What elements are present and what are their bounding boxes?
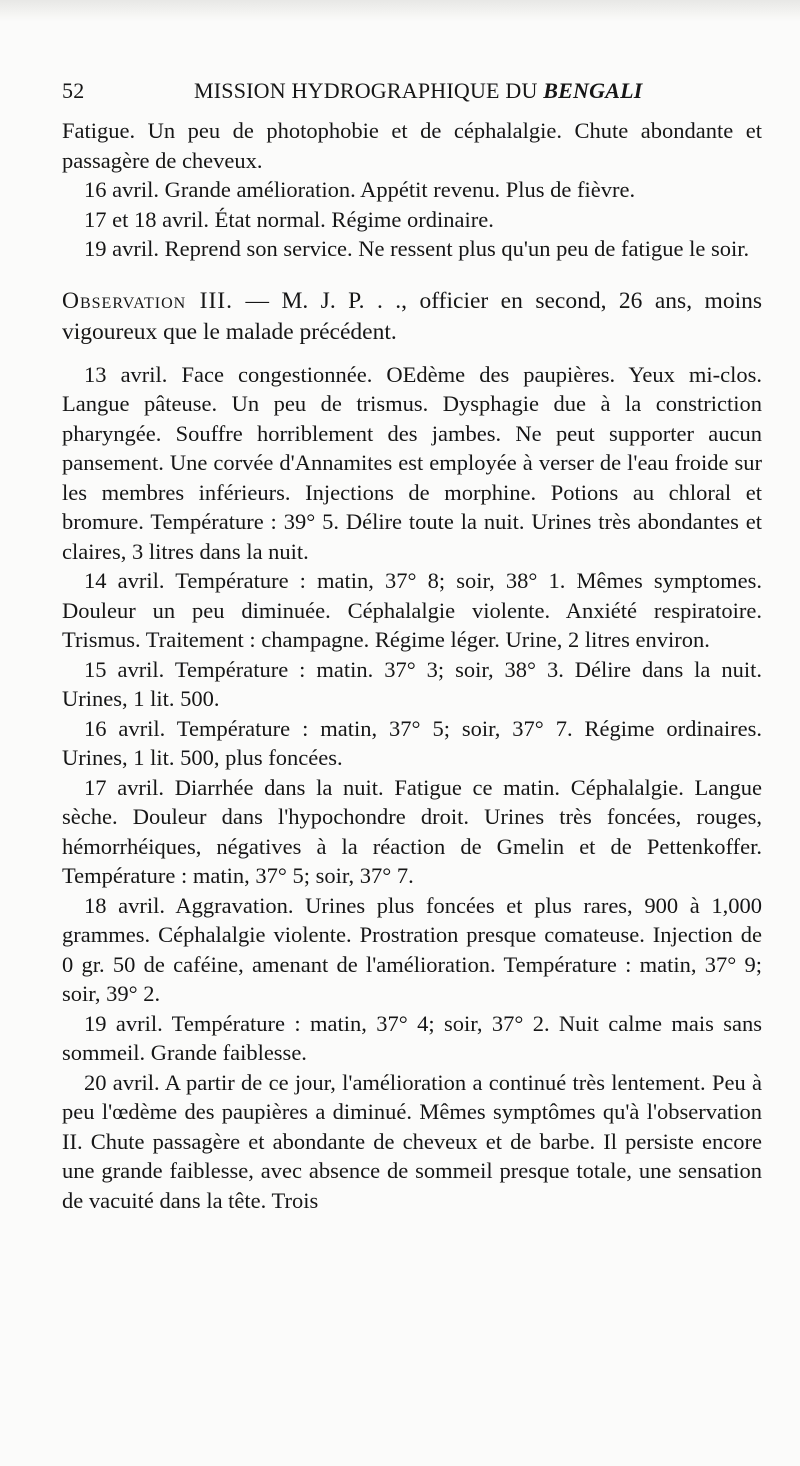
paragraph-17-avril-obs3: 17 avril. Diarrhée dans la nuit. Fatigue ce matin. Céphalalgie. Langue sèche. Douleur dans l'hypochondre droit. Urines très foncées, rouges, hémorrhéiques, négatives à la réaction de Gmelin et de Pettenkoffer. Température : matin, 37° 5; soir, 37° 7. — [62, 774, 762, 888]
paragraph-16-avril-obs3: 16 avril. Température : matin, 37° 5; soir, 37° 7. Régime ordinaires. Urines, 1 lit. 500, plus foncées. — [62, 715, 762, 770]
paragraph-17-18-avril: 17 et 18 avril. État normal. Régime ordinaire. — [84, 206, 494, 232]
observation-title: — M. J. P. . ., officier en second, 26 ans, moins vigoureux que le malade précédent. — [62, 287, 762, 345]
page-number: 52 — [62, 78, 85, 103]
paragraph-18-avril: 18 avril. Aggravation. Urines plus foncées et plus rares, 900 à 1,000 grammes. Céphalalgie violente. Prostration presque comateuse. Injection de 0 gr. 50 de caféine, amenant de l'amélioration. Température : matin, 37° 9; soir, 39° 2. — [62, 892, 762, 1006]
running-head — [194, 78, 642, 104]
scan-edge-shadow — [0, 0, 800, 22]
observation-label: Observation III. — [62, 287, 234, 314]
paragraph-19-avril: 19 avril. Reprend son service. Ne ressent plus qu'un peu de fatigue le soir. — [84, 236, 750, 261]
observation-heading — [62, 286, 762, 348]
page-header — [62, 78, 647, 112]
paragraph-15-avril: 15 avril. Température : matin. 37° 3; soir, 38° 3. Délire dans la nuit. Urines, 1 lit. 500. — [62, 656, 762, 711]
paragraph-14-avril: 14 avril. Température : matin, 37° 8; soir, 38° 1. Mêmes symptomes. Douleur un peu diminuée. Céphalalgie violente. Anxiété respiratoire. Trismus. Traitement : champagne. Régime léger. Urine, 2 litres environ. — [62, 568, 762, 652]
body-text — [62, 116, 762, 1215]
paragraph-16-avril: 16 avril. Grande amélioration. Appétit revenu. Plus de fièvre. — [84, 177, 636, 202]
paragraph-continuation: Fatigue. Un peu de photophobie et de céphalalgie. Chute abondante et passagère de cheveux. — [62, 118, 762, 173]
running-head-main: MISSION HYDROGRAPHIQUE DU — [194, 78, 544, 103]
running-head-ship-name: BENGALI — [543, 78, 643, 103]
paragraph-20-avril: 20 avril. A partir de ce jour, l'amélioration a continué très lentement. Peu à peu l'œdème des paupières a diminué. Mêmes symptômes qu'à l'observation II. Chute passagère et abondante de cheveux et de barbe. Il persiste encore une grande faiblesse, avec absence de sommeil presque totale, une sensation de vacuité dans la tête. Trois — [62, 1069, 762, 1213]
paragraph-19-avril-obs3: 19 avril. Température : matin, 37° 4; soir, 37° 2. Nuit calme mais sans sommeil. Grande faiblesse. — [62, 1010, 762, 1065]
paragraph-13-avril: 13 avril. Face congestionnée. OEdème des paupières. Yeux mi-clos. Langue pâteuse. Un peu de trismus. Dysphagie due à la constriction pharyngée. Souffre horriblement des jambes. Ne peut supporter aucun pansement. Une corvée d'Annamites est employée à verser de l'eau froide sur les membres inférieurs. Injections de morphine. Potions au chloral et bromure. Température : 39° 5. Délire toute la nuit. Urines très abondantes et claires, 3 litres dans la nuit. — [62, 361, 762, 564]
